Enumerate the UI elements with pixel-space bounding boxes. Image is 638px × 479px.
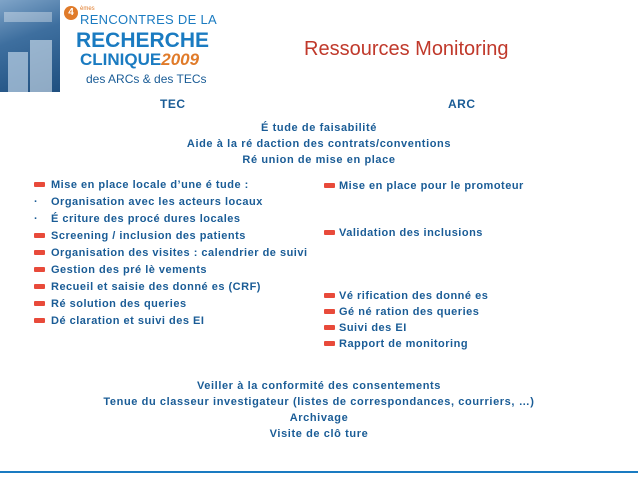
dash-bullet-icon — [34, 267, 45, 272]
tec-header: TEC — [160, 97, 186, 111]
shared-task: É tude de faisabilité — [261, 122, 377, 134]
dash-bullet-icon — [324, 309, 335, 314]
tec-item: Organisation des visites : calendrier de suivi — [34, 247, 314, 260]
shared-task: Ré union de mise en place — [242, 154, 396, 166]
tec-subitem: · É criture des procé dures locales — [34, 213, 241, 225]
dash-bullet-icon — [324, 325, 335, 330]
shared-task: Visite de clô ture — [269, 428, 369, 440]
arc-header: ARC — [448, 97, 476, 111]
logo-line-2: RECHERCHE — [76, 29, 210, 52]
arc-item: Validation des inclusions — [324, 227, 483, 240]
logo-line-4: des ARCs & des TECs — [86, 72, 207, 86]
logo-photo — [0, 0, 60, 92]
logo-badge: 4 — [64, 6, 78, 20]
tec-subitem: · Organisation avec les acteurs locaux — [34, 196, 263, 208]
tec-item: Recueil et saisie des donné es (CRF) — [34, 281, 314, 294]
dot-bullet-icon: · — [34, 196, 39, 208]
dash-bullet-icon — [34, 233, 45, 238]
tec-item: Screening / inclusion des patients — [34, 230, 314, 243]
logo-ordinal-suffix: èmes — [80, 6, 95, 12]
shared-tasks-bottom — [0, 378, 638, 442]
dash-bullet-icon — [34, 182, 45, 187]
footer-divider — [0, 471, 638, 473]
slide-title: Ressources Monitoring — [304, 38, 509, 60]
conference-logo — [0, 0, 232, 92]
dash-bullet-icon — [324, 341, 335, 346]
dot-bullet-icon: · — [34, 213, 39, 225]
dash-bullet-icon — [34, 284, 45, 289]
dash-bullet-icon — [324, 293, 335, 298]
dash-bullet-icon — [34, 250, 45, 255]
shared-task: Tenue du classeur investigateur (listes de correspondances, courriers, …) — [103, 396, 535, 408]
dash-bullet-icon — [34, 301, 45, 306]
arc-item: Gé né ration des queries — [324, 306, 479, 319]
logo-line-1: RENCONTRES DE LA — [80, 12, 217, 27]
dash-bullet-icon — [324, 230, 335, 235]
logo-year: 2009 — [161, 50, 200, 69]
tec-task-list — [34, 179, 314, 332]
shared-task: Archivage — [289, 412, 349, 424]
arc-item: Vé rification des donné es — [324, 290, 488, 303]
logo-line-3: CLINIQUE2009 — [80, 50, 200, 69]
tec-item: Dé claration et suivi des EI — [34, 315, 314, 328]
arc-item: Mise en place pour le promoteur — [324, 180, 524, 193]
dash-bullet-icon — [324, 183, 335, 188]
dash-bullet-icon — [34, 318, 45, 323]
shared-task: Aide à la ré daction des contrats/conventions — [186, 138, 452, 150]
arc-item: Suivi des EI — [324, 322, 407, 335]
tec-item: Mise en place locale d’une é tude : — [34, 179, 314, 192]
tec-item: Ré solution des queries — [34, 298, 314, 311]
arc-item: Rapport de monitoring — [324, 338, 468, 351]
tec-item: Gestion des pré lè vements — [34, 264, 314, 277]
shared-task: Veiller à la conformité des consentements — [196, 380, 442, 392]
shared-tasks-top — [0, 120, 638, 168]
